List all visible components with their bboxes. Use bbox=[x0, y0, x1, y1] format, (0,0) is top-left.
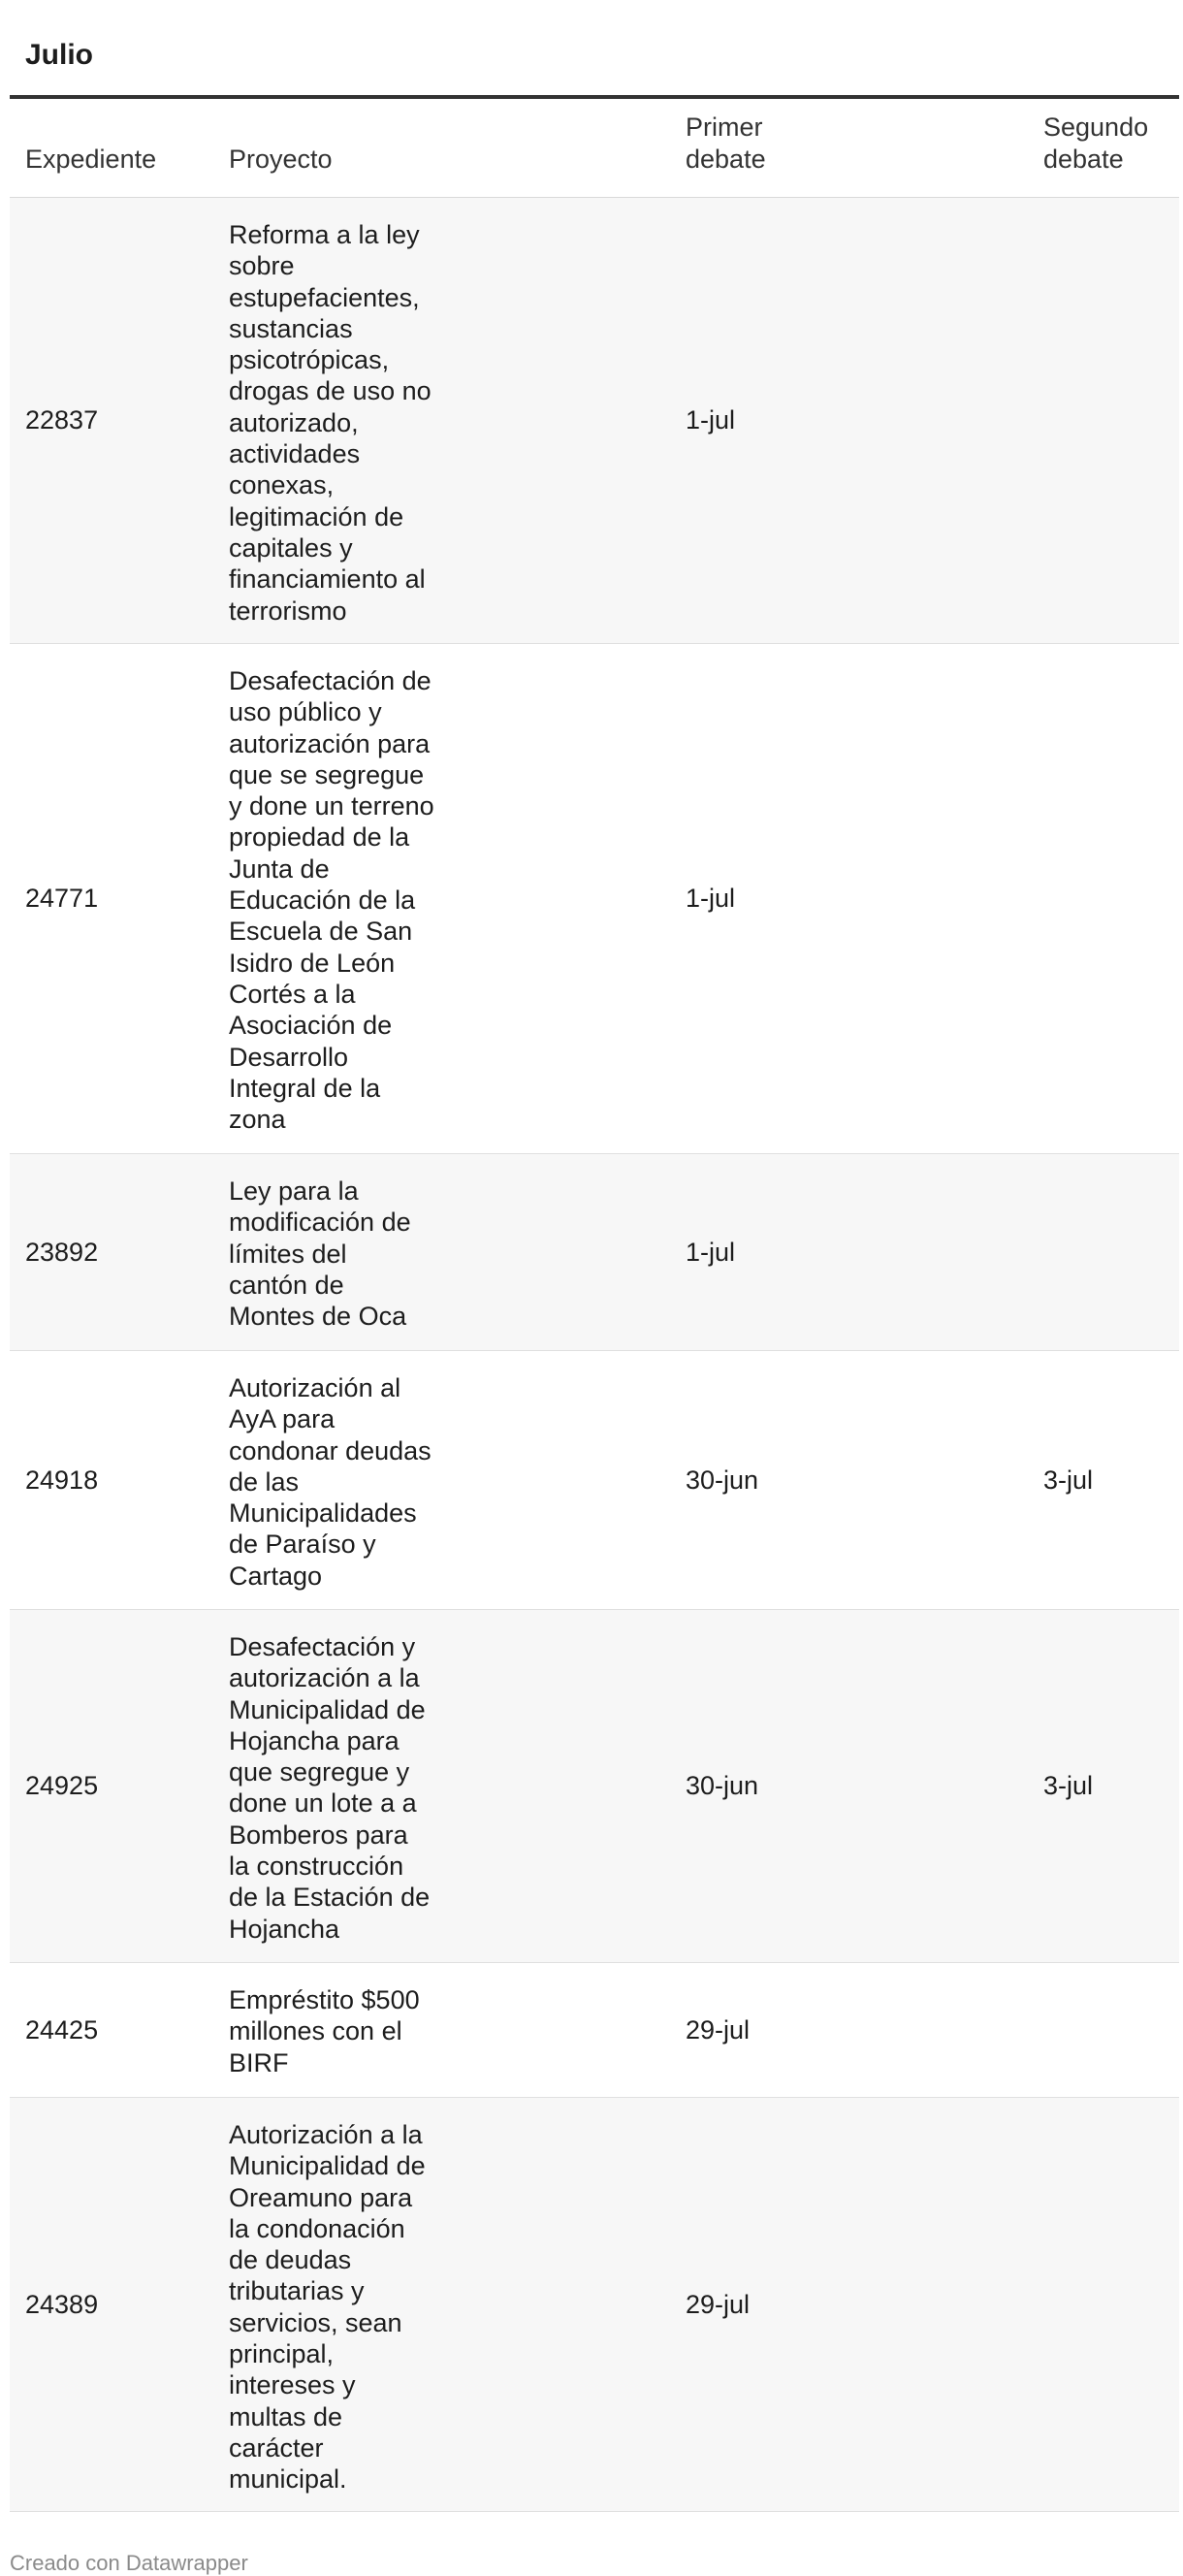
proyecto-line: de las bbox=[229, 1466, 300, 1497]
proyecto-line: AyA para bbox=[229, 1404, 336, 1434]
cell-primer-debate: 1-jul bbox=[686, 405, 736, 435]
cell-primer-debate: 29-jul bbox=[686, 2014, 751, 2045]
cell-primer-debate: 1-jul bbox=[686, 884, 736, 914]
proyecto-text bbox=[229, 2119, 426, 2496]
proyecto-line: autorización a la bbox=[229, 1663, 420, 1693]
proyecto-line: Autorización a la bbox=[229, 2120, 423, 2149]
proyecto-line: Junta de bbox=[229, 853, 330, 884]
proyecto-line: límites del bbox=[229, 1239, 347, 1269]
proyecto-line: municipal. bbox=[229, 2464, 347, 2495]
proyecto-line: financiamiento al bbox=[229, 564, 426, 595]
data-table bbox=[10, 95, 1179, 2512]
proyecto-line: capitales y bbox=[229, 532, 353, 563]
proyecto-line: servicios, sean bbox=[229, 2307, 402, 2337]
proyecto-line: principal, bbox=[229, 2339, 335, 2369]
proyecto-line: Asociación de bbox=[229, 1011, 393, 1041]
proyecto-line: Cortés a la bbox=[229, 979, 356, 1009]
header-expediente[interactable]: Expediente bbox=[25, 145, 157, 174]
cell-expediente: 24925 bbox=[25, 1771, 99, 1801]
table-row bbox=[10, 1154, 1179, 1351]
cell-proyecto bbox=[229, 1351, 452, 1613]
proyecto-line: sobre bbox=[229, 251, 295, 281]
proyecto-text bbox=[229, 665, 434, 1135]
proyecto-line: terrorismo bbox=[229, 596, 347, 626]
table-row bbox=[10, 1610, 1179, 1963]
header-primer-debate[interactable] bbox=[686, 112, 766, 176]
header-segundo-debate[interactable] bbox=[1043, 112, 1148, 176]
proyecto-line: modificación de bbox=[229, 1208, 411, 1238]
proyecto-line: que segregue y bbox=[229, 1757, 410, 1787]
proyecto-line: multas de bbox=[229, 2401, 343, 2431]
header-proyecto[interactable]: Proyecto bbox=[229, 145, 333, 174]
proyecto-line: de Paraíso y bbox=[229, 1530, 376, 1560]
proyecto-line: Hojancha bbox=[229, 1914, 340, 1944]
proyecto-line: cantón de bbox=[229, 1270, 344, 1300]
proyecto-line: uso público y bbox=[229, 697, 382, 727]
proyecto-line: carácter bbox=[229, 2432, 324, 2463]
cell-proyecto bbox=[229, 198, 452, 648]
cell-expediente: 22837 bbox=[25, 405, 99, 435]
proyecto-line: Bomberos para bbox=[229, 1819, 408, 1850]
proyecto-line: sustancias bbox=[229, 313, 353, 343]
chart-title: Julio bbox=[25, 39, 94, 71]
cell-expediente: 24389 bbox=[25, 2289, 99, 2319]
cell-proyecto bbox=[229, 1154, 452, 1353]
header-primer-debate-line1: Primer bbox=[686, 113, 763, 142]
proyecto-line: BIRF bbox=[229, 2047, 289, 2077]
proyecto-line: autorizado, bbox=[229, 407, 359, 437]
proyecto-text bbox=[229, 219, 432, 627]
proyecto-line: millones con el bbox=[229, 2016, 402, 2046]
cell-segundo-debate: 3-jul bbox=[1043, 1771, 1094, 1801]
proyecto-line: Desafectación de bbox=[229, 666, 432, 695]
proyecto-line: Reforma a la ley bbox=[229, 220, 420, 249]
footer-credit[interactable]: Creado con Datawrapper bbox=[10, 2551, 248, 2575]
proyecto-line: de deudas bbox=[229, 2245, 352, 2275]
table-row bbox=[10, 2098, 1179, 2512]
table-body bbox=[10, 198, 1179, 2512]
proyecto-line: Ley para la bbox=[229, 1176, 359, 1206]
cell-primer-debate: 29-jul bbox=[686, 2289, 751, 2319]
cell-proyecto bbox=[229, 644, 452, 1156]
cell-primer-debate: 30-jun bbox=[686, 1465, 759, 1495]
proyecto-line: Empréstito $500 bbox=[229, 1985, 420, 2014]
proyecto-text bbox=[229, 1372, 432, 1592]
cell-expediente: 24771 bbox=[25, 884, 99, 914]
header-segundo-debate-line1: Segundo bbox=[1043, 113, 1149, 142]
proyecto-line: Municipalidad de bbox=[229, 1694, 426, 1724]
cell-proyecto bbox=[229, 1963, 452, 2100]
proyecto-line: Autorización al bbox=[229, 1373, 401, 1402]
proyecto-text bbox=[229, 1631, 430, 1945]
cell-expediente: 23892 bbox=[25, 1237, 99, 1267]
cell-primer-debate: 1-jul bbox=[686, 1237, 736, 1267]
cell-expediente: 24425 bbox=[25, 2014, 99, 2045]
proyecto-line: Montes de Oca bbox=[229, 1302, 407, 1332]
table-row bbox=[10, 1351, 1179, 1610]
proyecto-line: Isidro de León bbox=[229, 948, 396, 978]
proyecto-line: Integral de la bbox=[229, 1073, 381, 1103]
cell-proyecto bbox=[229, 1610, 452, 1966]
table-row bbox=[10, 1963, 1179, 2098]
cell-segundo-debate: 3-jul bbox=[1043, 1465, 1094, 1495]
proyecto-line: Municipalidad de bbox=[229, 2151, 426, 2181]
table-row bbox=[10, 644, 1179, 1154]
cell-proyecto bbox=[229, 2098, 452, 2517]
table-header bbox=[10, 95, 1179, 198]
proyecto-line: actividades bbox=[229, 439, 361, 469]
proyecto-line: Educación de la bbox=[229, 886, 416, 916]
proyecto-line: drogas de uso no bbox=[229, 376, 432, 406]
proyecto-line: Cartago bbox=[229, 1561, 323, 1591]
proyecto-line: de la Estación de bbox=[229, 1883, 431, 1913]
cell-primer-debate: 30-jun bbox=[686, 1771, 759, 1801]
proyecto-line: done un lote a a bbox=[229, 1788, 417, 1819]
proyecto-line: la construcción bbox=[229, 1852, 404, 1882]
proyecto-line: propiedad de la bbox=[229, 822, 410, 853]
proyecto-line: Municipalidades bbox=[229, 1498, 417, 1529]
table-row bbox=[10, 198, 1179, 644]
proyecto-line: que se segregue bbox=[229, 759, 425, 789]
proyecto-line: conexas, bbox=[229, 470, 335, 500]
proyecto-line: y done un terreno bbox=[229, 791, 434, 821]
proyecto-line: autorización para bbox=[229, 728, 431, 758]
proyecto-line: intereses y bbox=[229, 2370, 356, 2400]
proyecto-line: Escuela de San bbox=[229, 917, 413, 947]
header-primer-debate-line2: debate bbox=[686, 145, 766, 174]
proyecto-line: la condonación bbox=[229, 2213, 405, 2243]
cell-expediente: 24918 bbox=[25, 1465, 99, 1495]
proyecto-line: estupefacientes, bbox=[229, 282, 420, 312]
proyecto-line: Desafectación y bbox=[229, 1632, 416, 1661]
header-segundo-debate-line2: debate bbox=[1043, 145, 1124, 174]
proyecto-line: psicotrópicas, bbox=[229, 345, 390, 375]
proyecto-line: zona bbox=[229, 1105, 286, 1135]
proyecto-line: Desarrollo bbox=[229, 1042, 349, 1072]
proyecto-line: Hojancha para bbox=[229, 1725, 400, 1755]
proyecto-line: tributarias y bbox=[229, 2276, 365, 2306]
proyecto-line: Oreamuno para bbox=[229, 2182, 413, 2212]
proyecto-text bbox=[229, 1984, 420, 2078]
proyecto-text bbox=[229, 1175, 411, 1332]
proyecto-line: condonar deudas bbox=[229, 1435, 432, 1465]
proyecto-line: legitimación de bbox=[229, 501, 404, 531]
